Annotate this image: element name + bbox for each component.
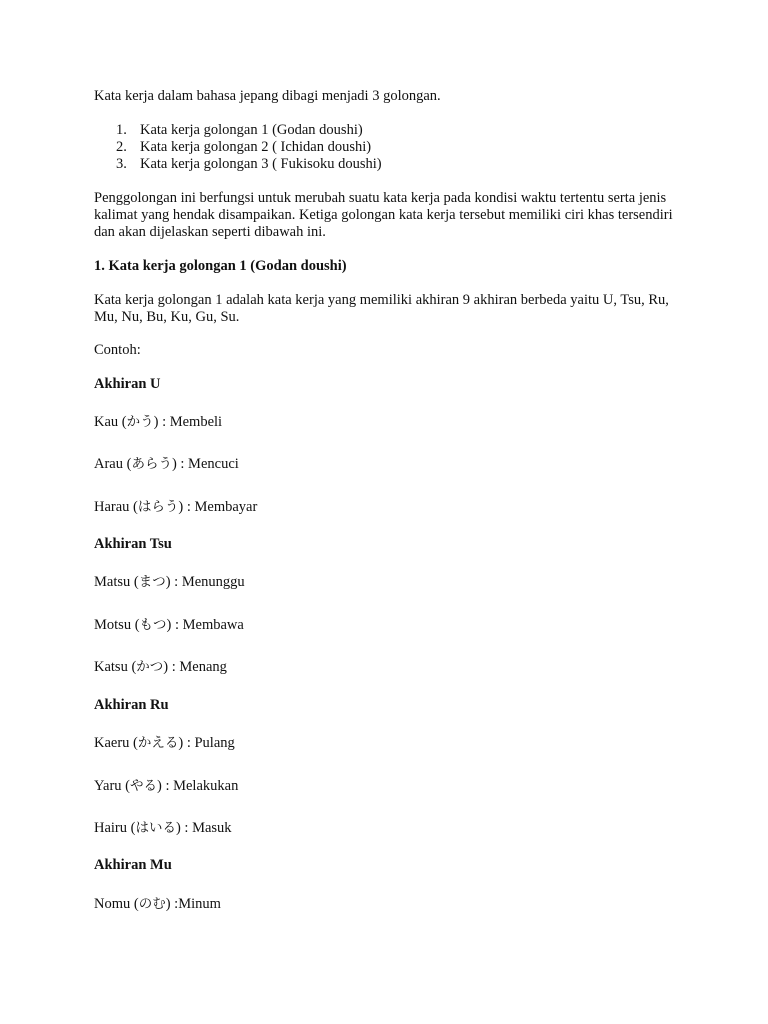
example-item: Nomu (のむ) :Minum (94, 896, 221, 912)
example-item: Hairu (はいる) : Masuk (94, 820, 232, 836)
heading-akhiran-ru: Akhiran Ru (94, 697, 169, 713)
kana-text: のむ (138, 896, 166, 912)
kana-text: はいる (135, 820, 176, 836)
kana-text: かえる (137, 735, 179, 751)
kana-text: もつ (139, 617, 167, 633)
list-item (116, 139, 371, 156)
paragraph-penggolongan: Penggolongan ini berfungsi untuk merubah suatu kata kerja pada kondisi waktu tertentu serta jenis kalimat yang hendak disampaikan. Ketiga golongan kata kerja tersebut memiliki ciri khas tersendiri dan akan dijelaskan seperti dibawah ini. (94, 190, 673, 240)
section-heading: 1. Kata kerja golongan 1 (Godan doushi) (94, 258, 347, 274)
kana-text: まつ (138, 574, 166, 590)
example-item: Yaru (やる) : Melakukan (94, 778, 239, 794)
paragraph-golongan-1: Kata kerja golongan 1 adalah kata kerja yang memiliki akhiran 9 akhiran berbeda yaitu U, Tsu, Ru, Mu, Nu, Bu, Ku, Gu, Su. (94, 292, 669, 325)
kana-text: かう (126, 414, 154, 430)
example-item: Matsu (まつ) : Menunggu (94, 574, 245, 590)
intro-text: Kata kerja dalam bahasa jepang dibagi menjadi 3 golongan. (94, 88, 441, 104)
kana-text: はらう (137, 499, 179, 515)
contoh-label: Contoh: (94, 342, 141, 358)
example-item: Motsu (もつ) : Membawa (94, 617, 244, 633)
kana-text: あらう (131, 456, 172, 472)
kana-text: やる (130, 778, 157, 794)
example-item: Kau (かう) : Membeli (94, 414, 223, 430)
list-item (116, 122, 363, 139)
list-number: 2. (116, 139, 127, 155)
kana-text: かつ (136, 659, 164, 675)
list-number: 1. (116, 122, 127, 138)
list-item-text: Kata kerja golongan 3 ( Fukisoku doushi) (140, 156, 382, 172)
heading-akhiran-u: Akhiran U (94, 376, 161, 392)
heading-akhiran-mu: Akhiran Mu (94, 857, 172, 873)
list-item (116, 156, 382, 173)
example-item: Katsu (かつ) : Menang (94, 659, 227, 675)
list-number: 3. (116, 156, 127, 172)
example-item: Arau (あらう) : Mencuci (94, 456, 239, 472)
example-item: Harau (はらう) : Membayar (94, 499, 258, 515)
example-item: Kaeru (かえる) : Pulang (94, 735, 235, 751)
heading-akhiran-tsu: Akhiran Tsu (94, 536, 172, 552)
list-item-text: Kata kerja golongan 2 ( Ichidan doushi) (140, 139, 372, 155)
list-item-text: Kata kerja golongan 1 (Godan doushi) (140, 122, 363, 138)
